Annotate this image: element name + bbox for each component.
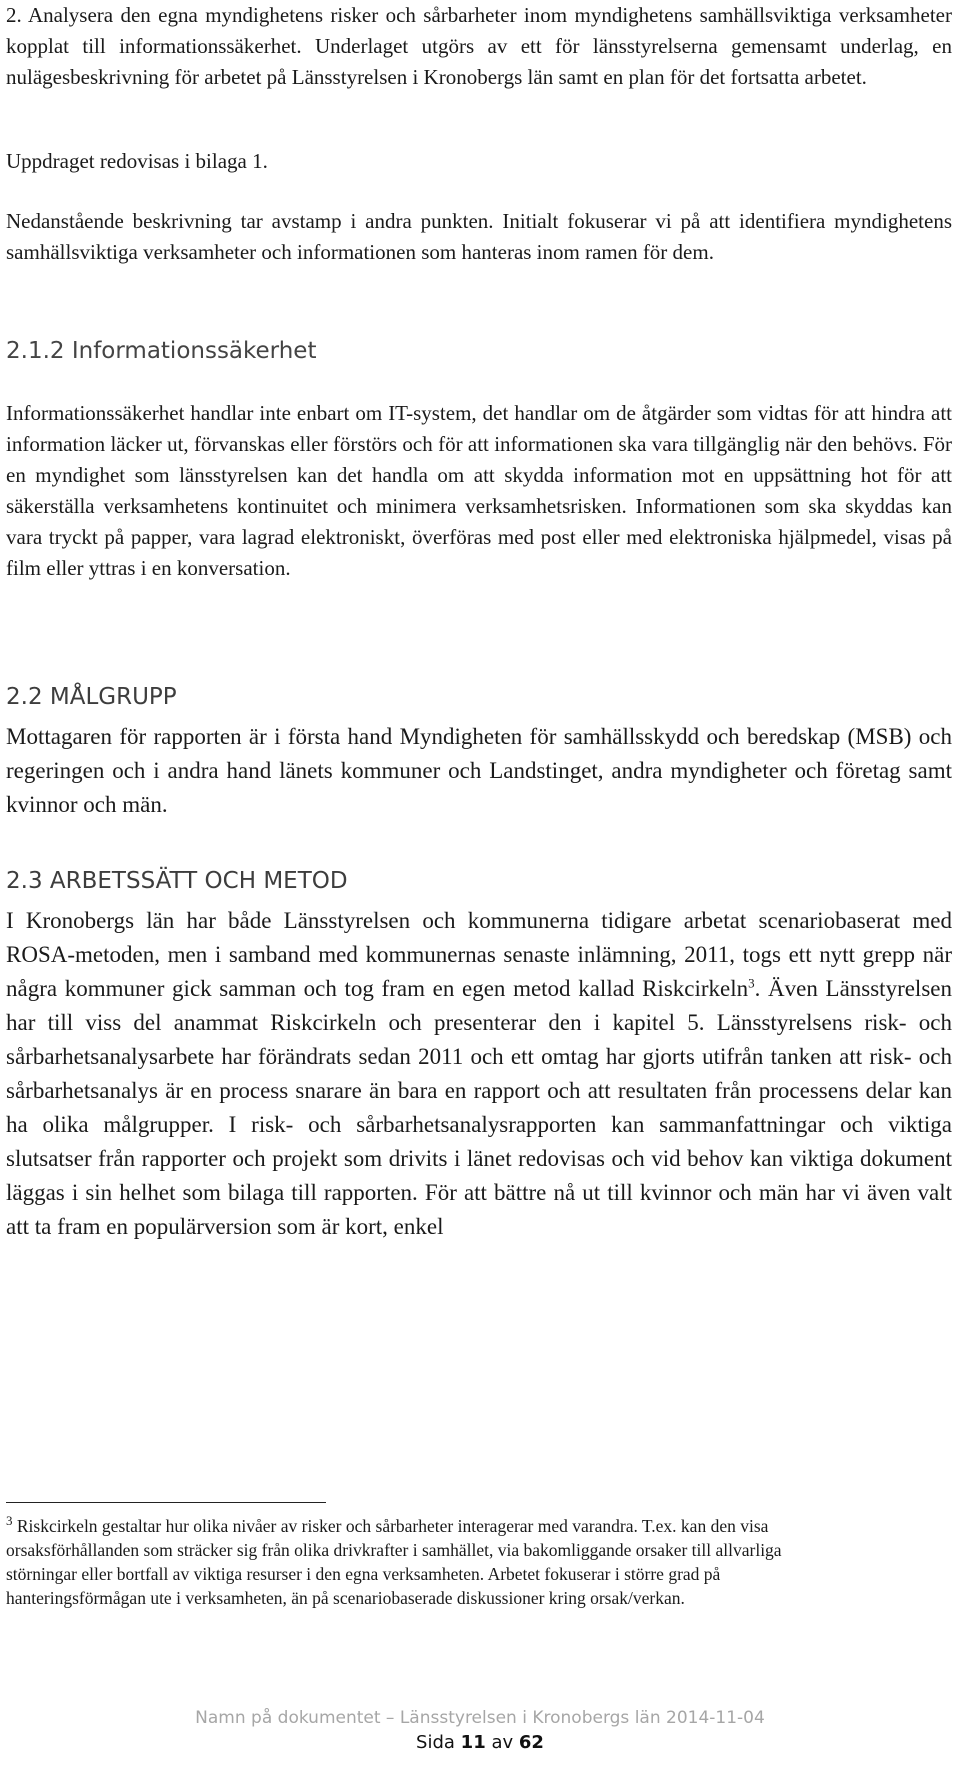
paragraph-nedan: Nedanstående beskrivning tar avstamp i andra punkten. Initialt fokuserar vi på att identifiera myndighetens samhällsviktiga verksamheter och informationen som hanteras inom ramen för dem. xyxy=(6,209,952,264)
footnote xyxy=(6,1514,846,1610)
footnote-text: Riskcirkeln gestaltar hur olika nivåer av risker och sårbarheter interagerar med varandra. T.ex. kan den visa orsaksförhållanden som sträcker sig från olika drivkrafter i samhället, via bakomliggande orsaker till allvarliga störningar eller bortfall av viktiga resurser i den egna verksamheten. Arbetet fokuserar i större grad på hanteringsförmågan ute i verksamheten, än på scenariobaserade diskussioner kring orsak/verkan. xyxy=(6,1516,782,1608)
page-total: 62 xyxy=(518,1732,544,1753)
section-heading-2-3: 2.3 ARBETSSÄTT OCH METOD xyxy=(6,868,348,894)
footer-page-number xyxy=(0,1730,960,1756)
footnote-reference[interactable]: 3 xyxy=(748,975,755,991)
paragraph-informationssakerhet: Informationssäkerhet handlar inte enbart om IT-system, det handlar om de åtgärder som vidtas för att hindra att information läcker ut, förvanskas eller förstörs och för att informationen ska vara tillgänglig när den behövs. För en myndighet som länsstyrelsen kan det handla om att skydda information mot en uppsättning hot för att säkerställa verksamhetens kontinuitet och minimera verksamhetsrisken. Informationen som ska skyddas kan vara tryckt på papper, vara lagrad elektroniskt, överföras med post eller med elektroniska hjälpmedel, visas på film eller yttras i en konversation. xyxy=(6,401,952,580)
page-current: 11 xyxy=(460,1732,486,1753)
page-label: Sida xyxy=(416,1732,455,1753)
section-heading-2-2: 2.2 MÅLGRUPP xyxy=(6,684,177,710)
paragraph-redovisas: Uppdraget redovisas i bilaga 1. xyxy=(6,149,268,173)
paragraph-metod-part2: . Även Länsstyrelsen har till viss del anammat Riskcirkeln och presenterar den i kapitel 5. Länsstyrelsens risk- och sårbarhetsanalysarbete har förändrats sedan 2011 och ett omtag har gjorts utifrån tanken att risk- och sårbarhetsanalys är en process snarare än bara en rapport och att resultaten från processens delar kan ha olika målgrupper. I risk- och sårbarhetsanalysrapporten kan sammanfattningar och viktiga slutsatser från rapporter och projekt som drivits i länet redovisas och vid behov kan viktiga dokument läggas i sin helhet som bilaga till rapporten. För att bättre nå ut till kvinnor och män har vi även valt att ta fram en populärversion som är kort, enkel xyxy=(6,976,952,1239)
list-item-2: 2. Analysera den egna myndighetens risker och sårbarheter inom myndighetens samhällsviktiga verksamheter kopplat till informationssäkerhet. Underlaget utgörs av ett för länsstyrelserna gemensamt underlag, en nulägesbeskrivning för arbetet på Länsstyrelsen i Kronobergs län samt en plan för det fortsatta arbetet. xyxy=(6,3,952,89)
footnote-number: 3 xyxy=(6,1513,13,1529)
page-of: av xyxy=(491,1732,514,1753)
section-heading-2-1-2: 2.1.2 Informationssäkerhet xyxy=(6,338,317,364)
footnote-separator xyxy=(6,1502,326,1503)
page-footer xyxy=(0,1706,960,1756)
paragraph-malgrupp: Mottagaren för rapporten är i första hand Myndigheten för samhällsskydd och beredskap (MSB) och regeringen och i andra hand länets kommuner och Landstinget, andra myndigheter och företag samt kvinnor och män. xyxy=(6,724,952,817)
footer-document-name: Namn på dokumentet – Länsstyrelsen i Kronobergs län 2014-11-04 xyxy=(195,1708,765,1728)
paragraph-metod-part1: I Kronobergs län har både Länsstyrelsen och kommunerna tidigare arbetat scenariobaserat med ROSA-metoden, men i samband med kommunernas senaste inlämning, 2011, togs ett nytt grepp när några kommuner gick samman och tog fram en egen metod kallad Riskcirkeln xyxy=(6,908,952,1001)
paragraph-metod xyxy=(6,904,952,1244)
